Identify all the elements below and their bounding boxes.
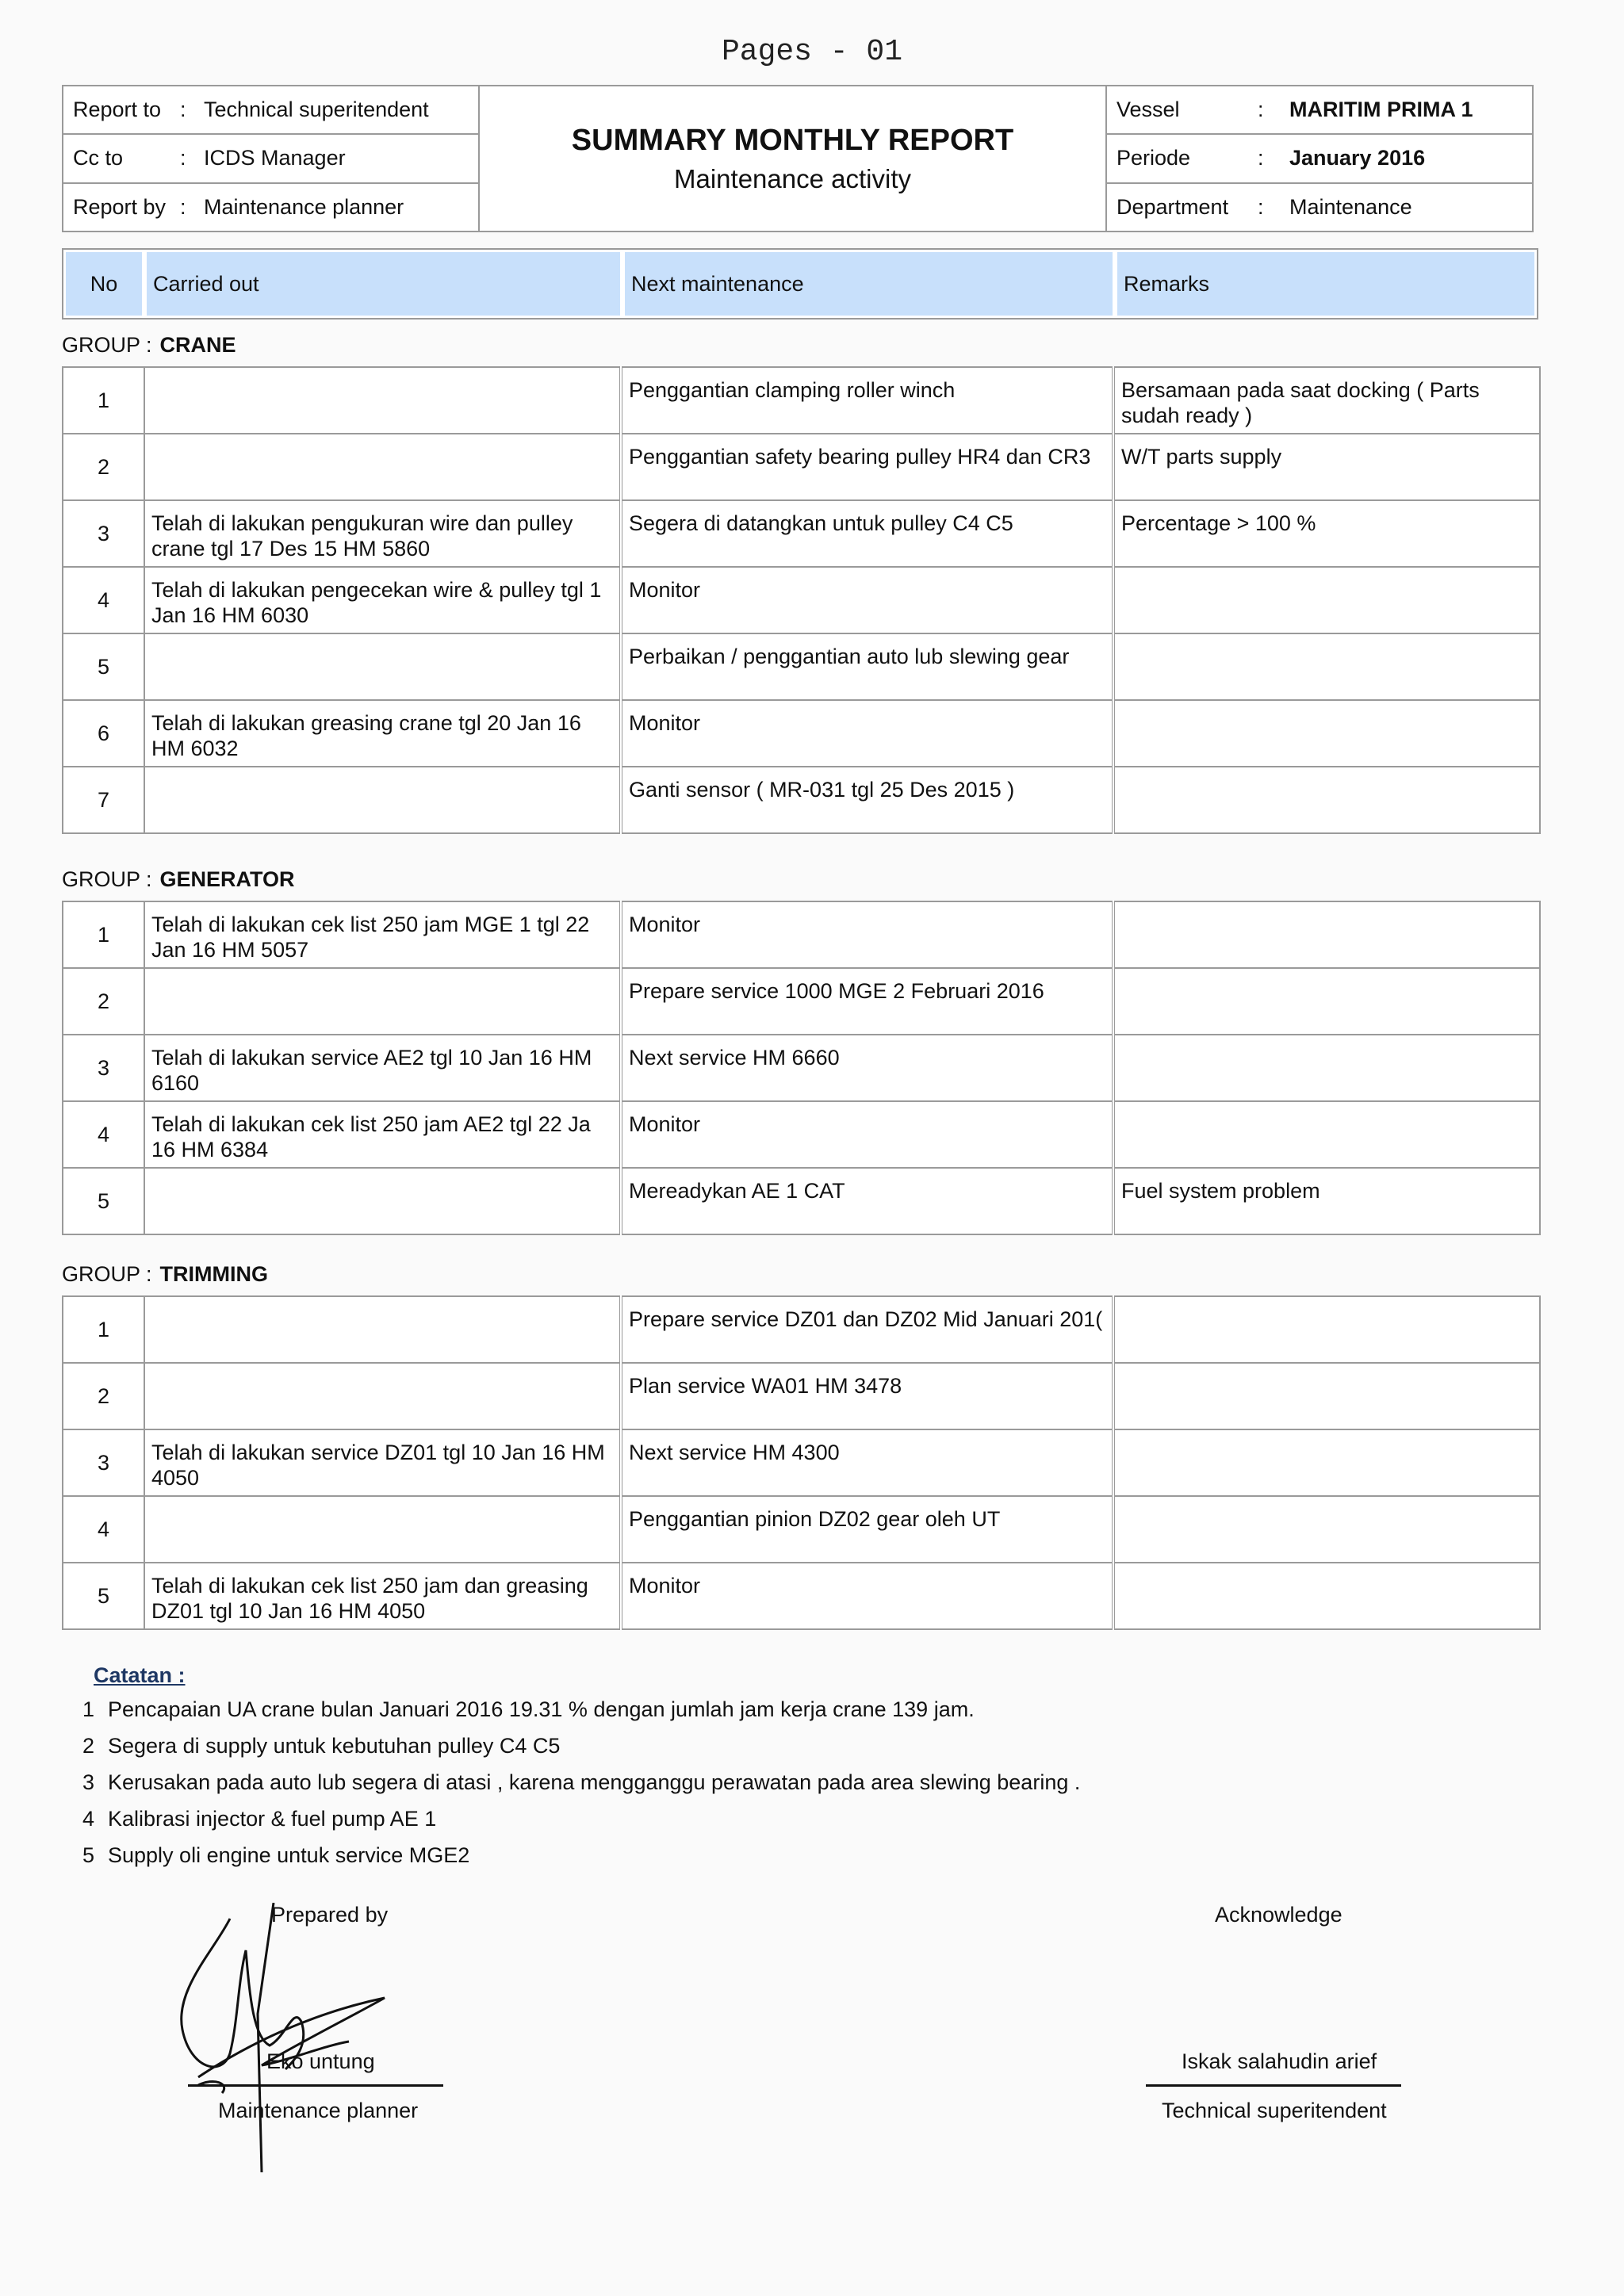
note-text: Segera di supply untuk kebutuhan pulley C4 C5 xyxy=(108,1734,561,1758)
next-maintenance-cell: Plan service WA01 HM 3478 xyxy=(621,1363,1113,1429)
carried-out-cell: Telah di lakukan pengukuran wire dan pulley crane tgl 17 Des 15 HM 5860 xyxy=(144,500,621,567)
group-prefix: GROUP : xyxy=(62,333,152,357)
note-number: 5 xyxy=(82,1843,95,1867)
row-number: 5 xyxy=(63,1168,144,1234)
carried-out-cell xyxy=(144,633,621,700)
note-text: Kalibrasi injector & fuel pump AE 1 xyxy=(108,1807,437,1831)
note-text: Pencapaian UA crane bulan Januari 2016 19.31 % dengan jumlah jam kerja crane 139 jam. xyxy=(108,1697,975,1721)
crane-table xyxy=(62,366,1541,834)
department-label: Department xyxy=(1116,194,1229,219)
remarks-cell xyxy=(1113,1035,1540,1101)
note-item xyxy=(82,1807,1080,1843)
table-row xyxy=(63,1496,1540,1563)
carried-out-cell: Telah di lakukan service AE2 tgl 10 Jan 16 HM 6160 xyxy=(144,1035,621,1101)
report-subtitle: Maintenance activity xyxy=(674,163,911,193)
signature-line-acknowledge xyxy=(1146,2084,1401,2087)
remarks-cell xyxy=(1113,1496,1540,1563)
remarks-cell: Fuel system problem xyxy=(1113,1168,1540,1234)
next-maintenance-cell: Prepare service 1000 MGE 2 Februari 2016 xyxy=(621,968,1113,1035)
colon: : xyxy=(180,194,186,219)
vessel-row xyxy=(1107,86,1532,135)
carried-out-cell: Telah di lakukan cek list 250 jam dan greasing DZ01 tgl 10 Jan 16 HM 4050 xyxy=(144,1563,621,1629)
row-number: 4 xyxy=(63,1496,144,1563)
row-number: 2 xyxy=(63,1363,144,1429)
note-item xyxy=(82,1697,1080,1734)
table-row xyxy=(63,700,1540,767)
next-maintenance-cell: Prepare service DZ01 dan DZ02 Mid Januari 201( xyxy=(621,1296,1113,1363)
note-item xyxy=(82,1770,1080,1807)
remarks-cell: Percentage > 100 % xyxy=(1113,500,1540,567)
note-item xyxy=(82,1734,1080,1770)
prepared-by-label: Prepared by xyxy=(271,1903,389,1927)
row-number: 4 xyxy=(63,1101,144,1168)
carried-out-cell xyxy=(144,767,621,833)
header-left xyxy=(63,86,480,231)
signature-line-prepared xyxy=(188,2084,443,2087)
trimming-table-body xyxy=(63,1296,1540,1629)
note-item xyxy=(82,1843,1080,1880)
crane-table-body xyxy=(63,367,1540,833)
next-maintenance-cell: Next service HM 4300 xyxy=(621,1429,1113,1496)
group-name: GENERATOR xyxy=(159,867,295,891)
colon: : xyxy=(180,146,186,170)
note-number: 3 xyxy=(82,1770,95,1794)
signature-scribble xyxy=(167,1903,404,2172)
remarks-cell xyxy=(1113,1563,1540,1629)
note-text: Kerusakan pada auto lub segera di atasi , karena mengganggu perawatan pada area slewing bearing . xyxy=(108,1770,1081,1794)
table-row xyxy=(63,767,1540,833)
col-header-remarks: Remarks xyxy=(1115,250,1537,318)
vessel-value: MARITIM PRIMA 1 xyxy=(1289,98,1473,122)
colon: : xyxy=(1258,146,1264,170)
next-maintenance-cell: Monitor xyxy=(621,567,1113,633)
remarks-cell xyxy=(1113,901,1540,968)
cc-to-row xyxy=(63,135,478,183)
notes-title: Catatan : xyxy=(94,1663,186,1687)
table-row xyxy=(63,1296,1540,1363)
header-title-block xyxy=(480,86,1107,231)
periode-value: January 2016 xyxy=(1289,146,1426,170)
table-row xyxy=(63,434,1540,500)
next-maintenance-cell: Monitor xyxy=(621,700,1113,767)
remarks-cell xyxy=(1113,567,1540,633)
table-row xyxy=(63,1429,1540,1496)
row-number: 1 xyxy=(63,1296,144,1363)
carried-out-cell: Telah di lakukan greasing crane tgl 20 Jan 16 HM 6032 xyxy=(144,700,621,767)
report-header xyxy=(62,85,1534,232)
table-row xyxy=(63,1168,1540,1234)
row-number: 3 xyxy=(63,1429,144,1496)
row-number: 4 xyxy=(63,567,144,633)
row-number: 2 xyxy=(63,968,144,1035)
page-label: Pages - 01 xyxy=(721,35,903,69)
next-maintenance-cell: Penggantian pinion DZ02 gear oleh UT xyxy=(621,1496,1113,1563)
table-row xyxy=(63,633,1540,700)
table-row xyxy=(63,1035,1540,1101)
cc-to-label: Cc to xyxy=(73,146,124,170)
col-header-next-maintenance: Next maintenance xyxy=(622,250,1115,318)
remarks-cell xyxy=(1113,1296,1540,1363)
group-label-trimming xyxy=(62,1262,268,1287)
acknowledge-role: Technical superitendent xyxy=(1162,2099,1387,2122)
next-maintenance-cell: Segera di datangkan untuk pulley C4 C5 xyxy=(621,500,1113,567)
group-label-crane xyxy=(62,333,236,358)
remarks-cell xyxy=(1113,1363,1540,1429)
notes-list xyxy=(82,1697,1080,1880)
periode-row xyxy=(1107,135,1532,183)
report-by-label: Report by xyxy=(73,194,167,219)
carried-out-cell xyxy=(144,1496,621,1563)
colon: : xyxy=(1258,98,1264,122)
remarks-cell xyxy=(1113,700,1540,767)
vessel-label: Vessel xyxy=(1116,98,1180,122)
remarks-cell xyxy=(1113,767,1540,833)
next-maintenance-cell: Mereadykan AE 1 CAT xyxy=(621,1168,1113,1234)
row-number: 6 xyxy=(63,700,144,767)
carried-out-cell xyxy=(144,1296,621,1363)
remarks-cell xyxy=(1113,633,1540,700)
group-label-generator xyxy=(62,867,295,892)
row-number: 1 xyxy=(63,901,144,968)
table-row xyxy=(63,500,1540,567)
colon: : xyxy=(180,98,186,122)
row-number: 2 xyxy=(63,434,144,500)
prepared-by-name: Eko untung xyxy=(266,2049,375,2073)
table-row xyxy=(63,367,1540,434)
generator-table-body xyxy=(63,901,1540,1234)
column-header-row xyxy=(62,248,1538,320)
trimming-table xyxy=(62,1295,1541,1630)
report-by-row xyxy=(63,184,478,231)
carried-out-cell xyxy=(144,1363,621,1429)
next-maintenance-cell: Ganti sensor ( MR-031 tgl 25 Des 2015 ) xyxy=(621,767,1113,833)
acknowledge-name: Iskak salahudin arief xyxy=(1182,2049,1377,2073)
report-to-label: Report to xyxy=(73,98,162,122)
remarks-cell: W/T parts supply xyxy=(1113,434,1540,500)
cc-to-value: ICDS Manager xyxy=(204,146,346,170)
carried-out-cell: Telah di lakukan cek list 250 jam AE2 tgl 22 Ja 16 HM 6384 xyxy=(144,1101,621,1168)
next-maintenance-cell: Penggantian safety bearing pulley HR4 dan CR3 xyxy=(621,434,1113,500)
remarks-cell xyxy=(1113,1101,1540,1168)
group-prefix: GROUP : xyxy=(62,867,152,891)
note-text: Supply oli engine untuk service MGE2 xyxy=(108,1843,470,1867)
carried-out-cell: Telah di lakukan pengecekan wire & pulley tgl 1 Jan 16 HM 6030 xyxy=(144,567,621,633)
acknowledge-label: Acknowledge xyxy=(1215,1903,1342,1927)
report-title: SUMMARY MONTHLY REPORT xyxy=(571,123,1014,157)
table-row xyxy=(63,901,1540,968)
next-maintenance-cell: Monitor xyxy=(621,1563,1113,1629)
periode-label: Periode xyxy=(1116,146,1191,170)
row-number: 5 xyxy=(63,633,144,700)
report-to-row xyxy=(63,86,478,135)
remarks-cell xyxy=(1113,1429,1540,1496)
table-row xyxy=(63,1363,1540,1429)
carried-out-cell xyxy=(144,968,621,1035)
carried-out-cell xyxy=(144,434,621,500)
department-row xyxy=(1107,184,1532,231)
remarks-cell: Bersamaan pada saat docking ( Parts sudah ready ) xyxy=(1113,367,1540,434)
col-header-no: No xyxy=(63,250,144,318)
note-number: 4 xyxy=(82,1807,95,1831)
carried-out-cell: Telah di lakukan service DZ01 tgl 10 Jan 16 HM 4050 xyxy=(144,1429,621,1496)
col-header-carried-out: Carried out xyxy=(144,250,622,318)
next-maintenance-cell: Monitor xyxy=(621,901,1113,968)
table-row xyxy=(63,968,1540,1035)
row-number: 1 xyxy=(63,367,144,434)
note-number: 1 xyxy=(82,1697,95,1721)
group-name: TRIMMING xyxy=(159,1262,269,1286)
note-number: 2 xyxy=(82,1734,95,1758)
carried-out-cell: Telah di lakukan cek list 250 jam MGE 1 tgl 22 Jan 16 HM 5057 xyxy=(144,901,621,968)
group-name: CRANE xyxy=(159,333,236,357)
next-maintenance-cell: Next service HM 6660 xyxy=(621,1035,1113,1101)
group-prefix: GROUP : xyxy=(62,1262,152,1286)
carried-out-cell xyxy=(144,367,621,434)
report-to-value: Technical superitendent xyxy=(204,98,429,122)
next-maintenance-cell: Perbaikan / penggantian auto lub slewing gear xyxy=(621,633,1113,700)
generator-table xyxy=(62,901,1541,1235)
department-value: Maintenance xyxy=(1289,194,1412,219)
header-right xyxy=(1107,86,1532,231)
row-number: 3 xyxy=(63,1035,144,1101)
table-row xyxy=(63,1101,1540,1168)
next-maintenance-cell: Penggantian clamping roller winch xyxy=(621,367,1113,434)
next-maintenance-cell: Monitor xyxy=(621,1101,1113,1168)
remarks-cell xyxy=(1113,968,1540,1035)
row-number: 5 xyxy=(63,1563,144,1629)
carried-out-cell xyxy=(144,1168,621,1234)
row-number: 7 xyxy=(63,767,144,833)
colon: : xyxy=(1258,194,1264,219)
row-number: 3 xyxy=(63,500,144,567)
table-row xyxy=(63,1563,1540,1629)
prepared-by-role: Maintenance planner xyxy=(218,2099,419,2122)
table-row xyxy=(63,567,1540,633)
report-by-value: Maintenance planner xyxy=(204,194,404,219)
